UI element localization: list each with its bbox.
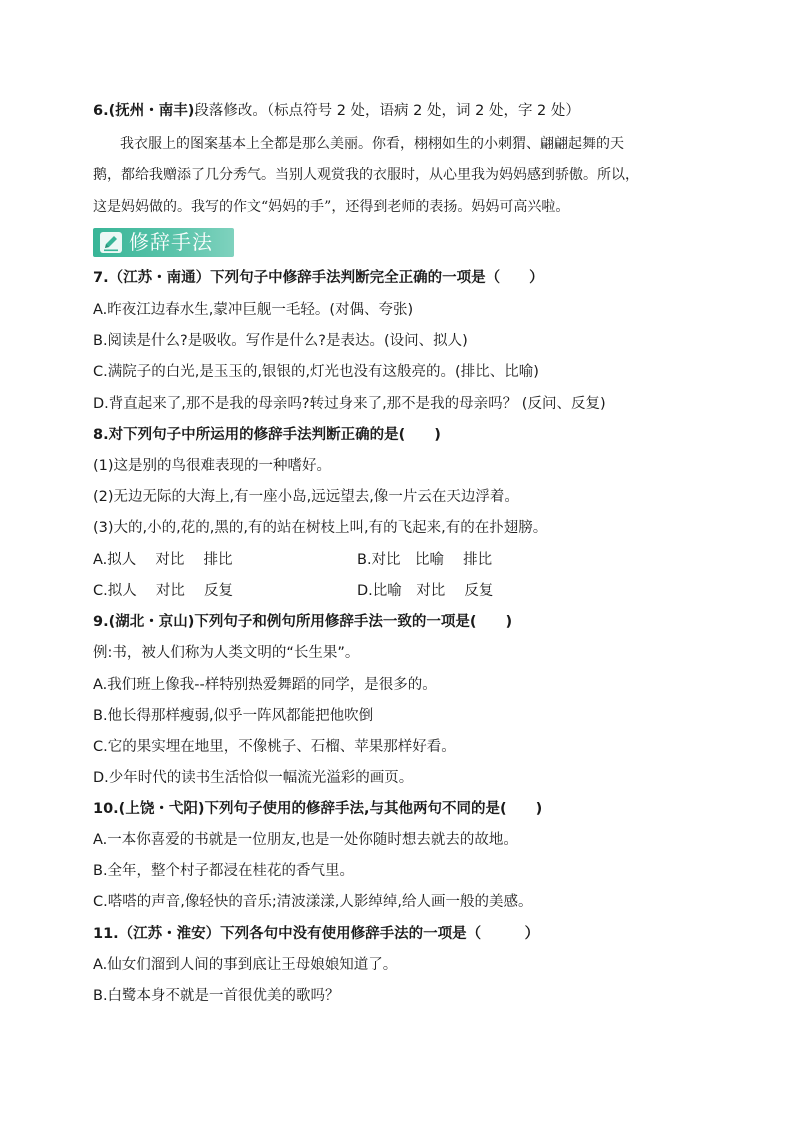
q10-option-a: A.一本你喜爱的书就是一位朋友,也是一处你随时想去就去的故地。 bbox=[93, 832, 518, 848]
q8-option-d: D.比喻 对比 反复 bbox=[357, 583, 494, 599]
pencil-icon bbox=[99, 231, 123, 254]
q6-paragraph-line-3: 这是妈妈做的。我写的作文“妈妈的手”，还得到老师的表扬。妈妈可高兴啦。 bbox=[93, 199, 570, 215]
q9-option-d: D.少年时代的读书生活恰似一幅流光溢彩的画页。 bbox=[93, 770, 414, 786]
q7-option-d: D.背直起来了,那不是我的母亲吗?转过身来了,那不是我的母亲吗？ (反问、反复) bbox=[93, 396, 606, 412]
q6-title: 6.(抚州・南丰) bbox=[93, 103, 195, 119]
q8-option-c: C.拟人 对比 反复 bbox=[93, 583, 233, 599]
q9-option-a: A.我们班上像我--样特别热爱舞蹈的同学，是很多的。 bbox=[93, 677, 437, 693]
q7-stem: 7.（江苏・南通）下列句子中修辞手法判断完全正确的一项是（ ） bbox=[93, 270, 544, 286]
q9-option-b: B.他长得那样瘦弱,似乎一阵风都能把他吹倒 bbox=[93, 708, 374, 724]
q6-paragraph-line-1: 我衣服上的图案基本上全都是那么美丽。你看，栩栩如生的小刺猬、翩翩起舞的天 bbox=[120, 136, 624, 152]
q10-option-c: C.嗒嗒的声音,像轻快的音乐;清波漾漾,人影绰绰,给人画一般的美感。 bbox=[93, 894, 533, 910]
q8-option-a: A.拟人 对比 排比 bbox=[93, 552, 233, 568]
q11-stem: 11.（江苏・淮安）下列各句中没有使用修辞手法的一项是（ ） bbox=[93, 926, 540, 942]
q7-option-c: C.满院子的白光,是玉玉的,银银的,灯光也没有这般亮的。(排比、比喻) bbox=[93, 364, 539, 380]
q9-option-c: C.它的果实埋在地里，不像桃子、石榴、苹果那样好看。 bbox=[93, 739, 456, 755]
q10-option-b: B.全年，整个村子都浸在桂花的香气里。 bbox=[93, 863, 355, 879]
q8-sentence-2: (2)无边无际的大海上,有一座小岛,远远望去,像一片云在天边浮着。 bbox=[93, 489, 519, 505]
q6-instruction: 段落修改。（标点符号 2 处，语病 2 处，词 2 处，字 2 处） bbox=[194, 103, 580, 119]
q7-option-a: A.昨夜江边春水生,蒙冲巨舰一毛轻。(对偶、夸张) bbox=[93, 302, 414, 318]
q8-stem: 8.对下列句子中所运用的修辞手法判断正确的是( ) bbox=[93, 427, 441, 443]
q10-stem: 10.(上饶・弋阳)下列句子使用的修辞手法,与其他两句不同的是( ) bbox=[93, 801, 543, 817]
section-title: 修辞手法 bbox=[129, 230, 213, 254]
q11-option-b: B.白鹭本身不就是一首很优美的歌吗？ bbox=[93, 988, 340, 1004]
q8-sentence-3: (3)大的,小的,花的,黑的,有的站在树枝上叫,有的飞起来,有的在扑翅膀。 bbox=[93, 520, 548, 536]
q6-stem bbox=[93, 101, 580, 121]
section-banner bbox=[93, 228, 234, 257]
q6-paragraph-line-2: 鹅，都给我赠添了几分秀气。当别人观赏我的衣服时，从心里我为妈妈感到骄傲。所以， bbox=[93, 167, 639, 183]
q9-example: 例:书，被人们称为人类文明的“长生果”。 bbox=[93, 645, 360, 661]
q11-option-a: A.仙女们溜到人间的事到底让王母娘娘知道了。 bbox=[93, 957, 398, 973]
q8-sentence-1: (1)这是别的鸟很难表现的一种嗜好。 bbox=[93, 458, 332, 474]
q7-option-b: B.阅读是什么?是吸收。写作是什么?是表达。(设问、拟人) bbox=[93, 333, 468, 349]
q8-option-b: B.对比 比喻 排比 bbox=[357, 552, 493, 568]
q9-stem: 9.(湖北・京山)下列句子和例句所用修辞手法一致的一项是( ) bbox=[93, 614, 513, 630]
